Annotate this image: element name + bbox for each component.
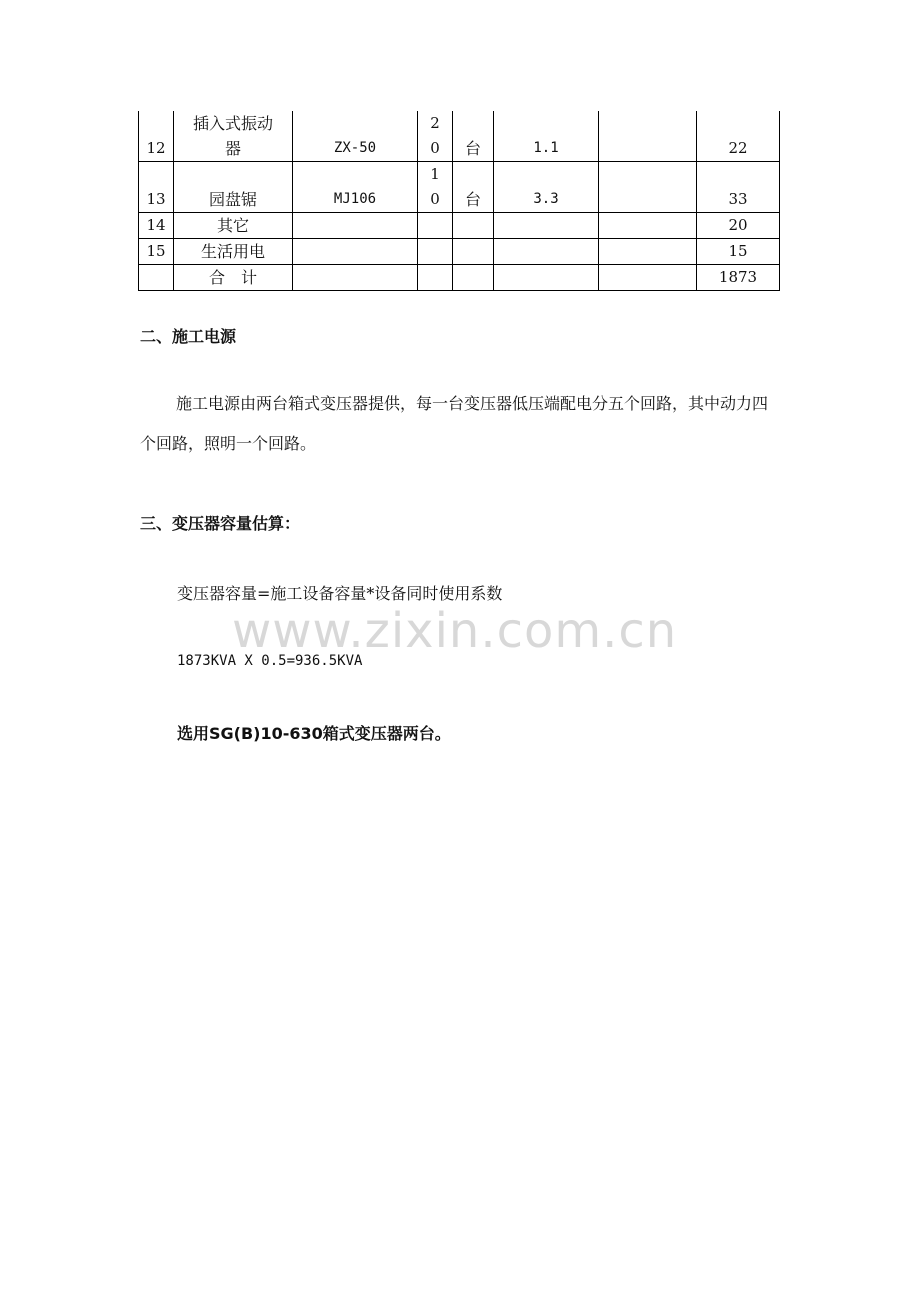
equipment-total: 33 (697, 162, 780, 213)
equipment-power (494, 265, 599, 291)
equipment-unit: 台 (453, 111, 494, 162)
equipment-name: 其它 (174, 213, 293, 239)
equipment-unit (453, 265, 494, 291)
equipment-total: 22 (697, 111, 780, 162)
blank-cell (599, 213, 697, 239)
table-row (139, 111, 780, 162)
blank-cell (599, 111, 697, 162)
grand-total: 1873 (697, 265, 780, 291)
section-2-paragraph (140, 384, 780, 464)
capacity-calculation: 1873KVA X 0.5=936.5KVA (177, 653, 363, 669)
quantity-digit: 0 (430, 190, 440, 208)
equipment-name: 插入式振动器 (174, 111, 293, 162)
blank-cell (599, 239, 697, 265)
total-label: 合 计 (174, 265, 293, 291)
watermark: www.zixin.com.cn (232, 603, 678, 659)
equipment-power: 3.3 (494, 162, 599, 213)
row-number: 15 (139, 239, 174, 265)
equipment-total: 20 (697, 213, 780, 239)
selection-conclusion: 选用SG(B)10-630箱式变压器两台。 (177, 724, 451, 743)
equipment-model (293, 265, 418, 291)
equipment-quantity (418, 213, 453, 239)
blank-cell (599, 162, 697, 213)
equipment-model: MJ106 (293, 162, 418, 213)
table-row (139, 239, 780, 265)
equipment-total: 15 (697, 239, 780, 265)
capacity-formula: 变压器容量=施工设备容量*设备同时使用系数 (177, 584, 503, 603)
quantity-digit: 2 (430, 114, 440, 132)
quantity-digit: 0 (430, 139, 440, 157)
equipment-unit: 台 (453, 162, 494, 213)
equipment-name: 生活用电 (174, 239, 293, 265)
equipment-power (494, 239, 599, 265)
table-total-row (139, 265, 780, 291)
row-number: 14 (139, 213, 174, 239)
equipment-table (138, 111, 780, 291)
equipment-model: ZX-50 (293, 111, 418, 162)
equipment-quantity (418, 239, 453, 265)
equipment-model (293, 213, 418, 239)
section-2-heading: 二、施工电源 (140, 327, 237, 346)
equipment-unit (453, 213, 494, 239)
quantity-digit: 1 (430, 165, 440, 183)
equipment-unit (453, 239, 494, 265)
row-number (139, 265, 174, 291)
table-row (139, 162, 780, 213)
equipment-power (494, 213, 599, 239)
row-number: 13 (139, 162, 174, 213)
row-number: 12 (139, 111, 174, 162)
blank-cell (599, 265, 697, 291)
section-2-body: 施工电源由两台箱式变压器提供，每一台变压器低压端配电分五个回路，其中动力四个回路，照明一个回路。 (140, 394, 769, 453)
equipment-quantity (418, 111, 453, 162)
equipment-quantity (418, 162, 453, 213)
table-row (139, 213, 780, 239)
section-3-heading: 三、变压器容量估算： (140, 514, 301, 533)
equipment-quantity (418, 265, 453, 291)
equipment-model (293, 239, 418, 265)
equipment-name: 园盘锯 (174, 162, 293, 213)
equipment-power: 1.1 (494, 111, 599, 162)
